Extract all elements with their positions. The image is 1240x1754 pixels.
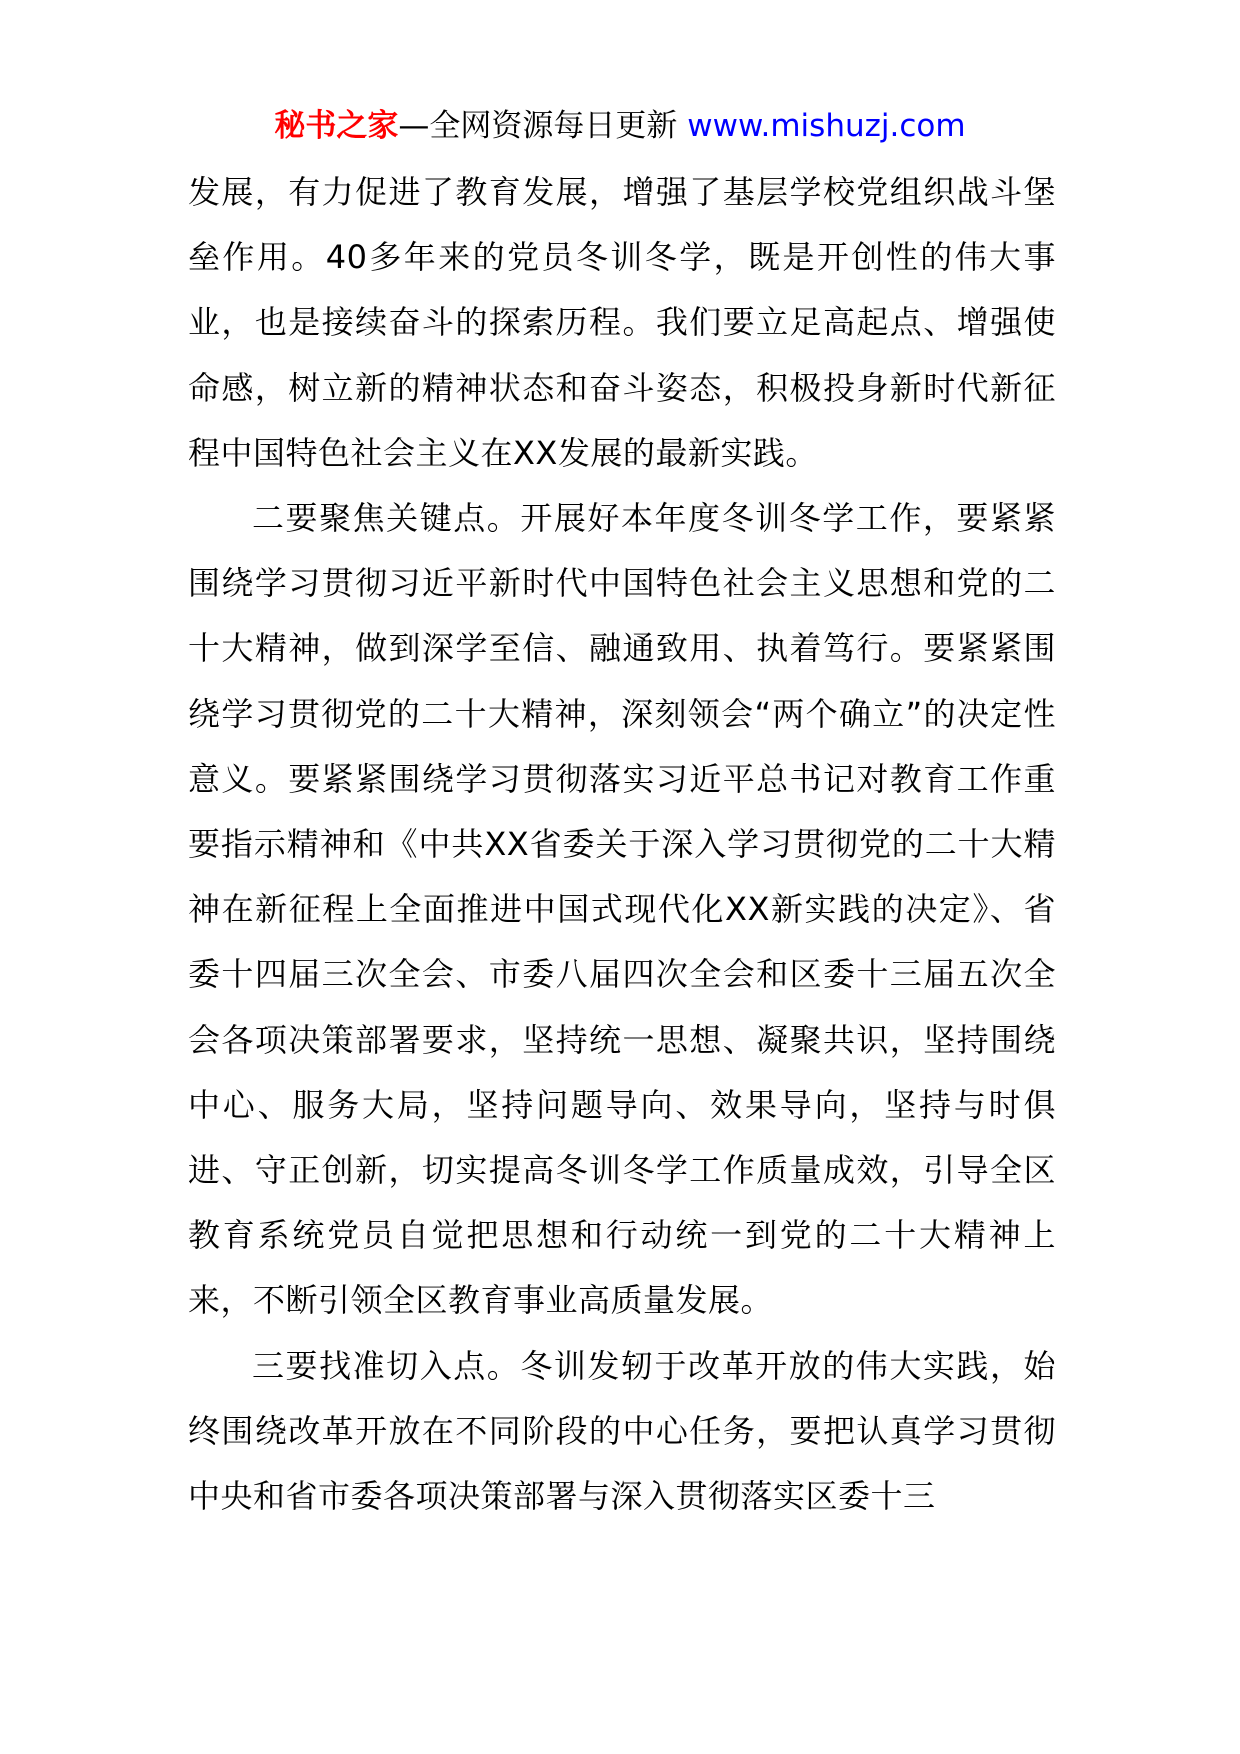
paragraph-continued: 发展，有力促进了教育发展，增强了基层学校党组织战斗堡垒作用。40多年来的党员冬训冬学，既是开创性的伟大事业，也是接续奋斗的探索历程。我们要立足高起点、增强使命感，树立新的精神状态和奋斗姿态，积极投身新时代新征程中国特色社会主义在XX发展的最新实践。	[188, 173, 1056, 472]
site-url-link[interactable]: www.mishuzj.com	[687, 108, 966, 144]
paragraph-third-point: 三要找准切入点。冬训发轫于改革开放的伟大实践，始终围绕改革开放在不同阶段的中心任务，要把认真学习贯彻中央和省市委各项决策部署与深入贯彻落实区委十三	[188, 1346, 1056, 1516]
page-header	[0, 104, 1240, 148]
site-slogan: —全网资源每日更新	[398, 108, 678, 144]
document-body	[188, 160, 1056, 1529]
paragraph-second-point: 二要聚焦关键点。开展好本年度冬训冬学工作，要紧紧围绕学习贯彻习近平新时代中国特色社会主义思想和党的二十大精神，做到深学至信、融通致用、执着笃行。要紧紧围绕学习贯彻党的二十大精神，深刻领会“两个确立”的决定性意义。要紧紧围绕学习贯彻落实习近平总书记对教育工作重要指示精神和《中共XX省委关于深入学习贯彻党的二十大精神在新征程上全面推进中国式现代化XX新实践的决定》、省委十四届三次全会、市委八届四次全会和区委十三届五次全会各项决策部署要求，坚持统一思想、凝聚共识，坚持围绕中心、服务大局，坚持问题导向、效果导向，坚持与时俱进、守正创新，切实提高冬训冬学工作质量成效，引导全区教育系统党员自觉把思想和行动统一到党的二十大精神上来，不断引领全区教育事业高质量发展。	[188, 499, 1056, 1320]
site-brand: 秘书之家	[274, 108, 399, 144]
